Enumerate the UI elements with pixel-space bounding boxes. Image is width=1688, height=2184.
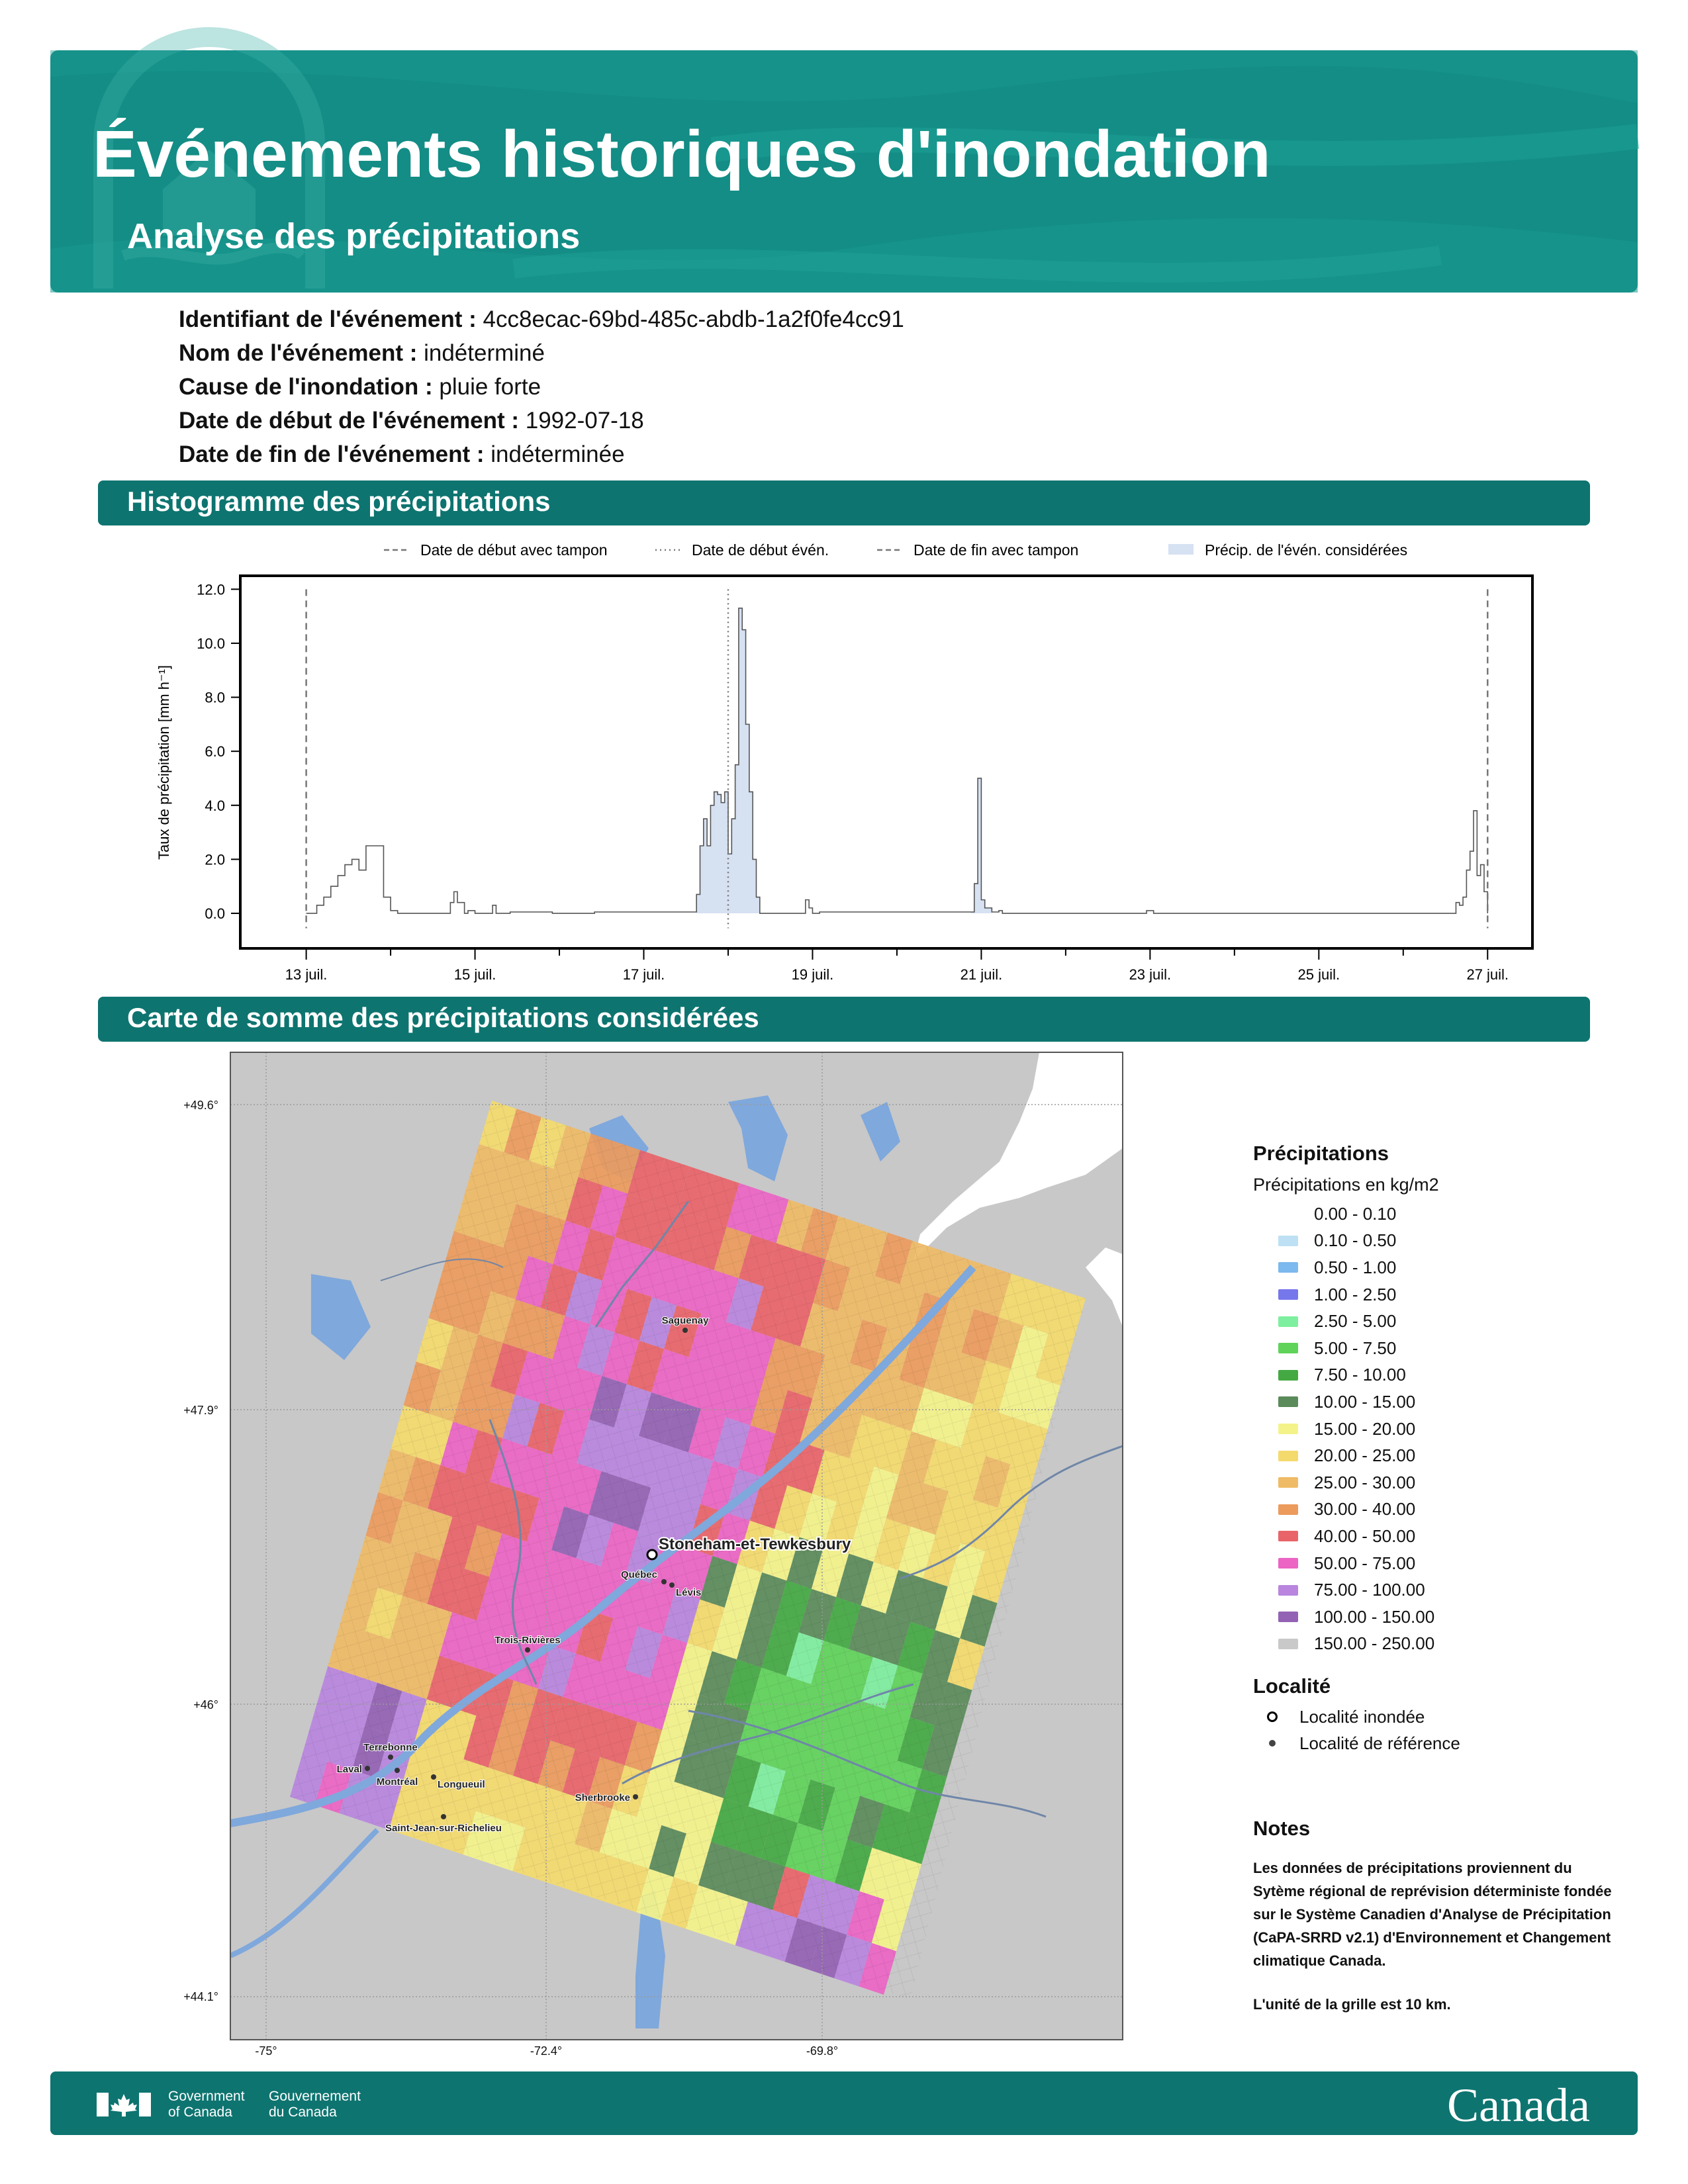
lat-label: +46° <box>193 1698 218 1711</box>
reference-locality-marker <box>388 1754 393 1760</box>
legend-class-label: 150.00 - 250.00 <box>1314 1633 1435 1654</box>
y-tick-label: 6.0 <box>205 743 225 760</box>
reference-locality-marker <box>682 1328 688 1333</box>
legend-swatch <box>1278 1558 1298 1569</box>
page-title: Événements historiques d'inondation <box>93 117 1271 191</box>
x-tick-label: 19 juil. <box>791 966 834 983</box>
x-tick-label: 27 juil. <box>1466 966 1509 983</box>
legend-class <box>1253 1469 1624 1496</box>
government-fr <box>269 2089 361 2120</box>
legend-class-list <box>1253 1201 1624 1657</box>
start-date-label: Date de début de l'événement : <box>179 408 519 433</box>
legend-swatch <box>1278 1343 1298 1353</box>
legend-item-reference <box>1253 1730 1624 1756</box>
legend-class <box>1253 1604 1624 1631</box>
reference-locality-marker <box>525 1647 530 1653</box>
legend-class-label: 75.00 - 100.00 <box>1314 1580 1425 1600</box>
place-label: Terrebonne <box>363 1742 418 1753</box>
lon-label: -69.8° <box>806 2044 839 2058</box>
legend-item-label: Localité de référence <box>1299 1733 1460 1753</box>
chart-legend <box>384 541 1407 559</box>
legend-class <box>1253 1388 1624 1416</box>
reference-locality-marker <box>633 1794 638 1799</box>
legend-class <box>1253 1254 1624 1281</box>
legend-class-label: 30.00 - 40.00 <box>1314 1499 1416 1520</box>
event-name-value: indéterminé <box>424 340 545 366</box>
x-tick-label: 15 juil. <box>453 966 496 983</box>
x-tick-label: 13 juil. <box>285 966 328 983</box>
legend-swatch <box>1278 1477 1298 1488</box>
chart-legend-label: Date de fin avec tampon <box>914 541 1079 559</box>
reference-locality-marker <box>661 1579 667 1584</box>
notes-panel <box>1253 1817 1624 2013</box>
chart-legend-label: Précip. de l'évén. considérées <box>1205 541 1408 559</box>
legend-class <box>1253 1281 1624 1308</box>
map-section-bar <box>98 997 1590 1042</box>
y-tick-label: 12.0 <box>197 581 225 598</box>
event-id-label: Identifiant de l'événement : <box>179 306 477 332</box>
y-tick-label: 2.0 <box>205 851 225 868</box>
legend-class-label: 20.00 - 25.00 <box>1314 1445 1416 1466</box>
legend-class-label: 7.50 - 10.00 <box>1314 1365 1406 1385</box>
flood-cause-label: Cause de l'inondation : <box>179 374 433 400</box>
legend-class-label: 5.00 - 7.50 <box>1314 1338 1397 1358</box>
x-tick-label: 17 juil. <box>622 966 665 983</box>
government-en <box>168 2089 245 2120</box>
legend-swatch <box>1278 1289 1298 1300</box>
legend-swatch <box>1278 1316 1298 1327</box>
legend-class <box>1253 1576 1624 1604</box>
reference-locality-marker <box>365 1766 370 1771</box>
legend-class-label: 10.00 - 15.00 <box>1314 1391 1416 1412</box>
plot-frame <box>240 576 1532 948</box>
government-fr-line1: Gouvernement <box>269 2089 361 2104</box>
lat-label: +49.6° <box>183 1099 218 1112</box>
place-label: Laval <box>336 1764 362 1775</box>
x-tick-label: 25 juil. <box>1297 966 1340 983</box>
header-banner <box>50 50 1638 293</box>
place-label: Saguenay <box>661 1315 709 1326</box>
legend-swatch <box>1278 1396 1298 1407</box>
histogram-section-title: Histogramme des précipitations <box>127 486 551 517</box>
legend-swatch <box>1278 1370 1298 1381</box>
legend-class-label: 100.00 - 150.00 <box>1314 1606 1435 1627</box>
legend-class <box>1253 1416 1624 1443</box>
map-section-title: Carte de somme des précipitations considérées <box>127 1002 759 1033</box>
legend-swatch <box>1278 1424 1298 1434</box>
y-tick-label: 8.0 <box>205 689 225 706</box>
legend-class <box>1253 1201 1624 1228</box>
legend-class-label: 25.00 - 30.00 <box>1314 1472 1416 1492</box>
reference-locality-marker <box>669 1582 675 1588</box>
reference-locality-marker <box>395 1768 400 1773</box>
government-en-line2: of Canada <box>168 2105 232 2120</box>
government-en-line1: Government <box>168 2089 245 2104</box>
legend-swatch <box>1278 1531 1298 1541</box>
legend-swatch <box>1278 1639 1298 1649</box>
legend-class <box>1253 1631 1624 1658</box>
legend-class-label: 50.00 - 75.00 <box>1314 1553 1416 1573</box>
place-label: Lévis <box>676 1587 702 1598</box>
x-tick-label: 23 juil. <box>1129 966 1172 983</box>
legend-swatch <box>1278 1236 1298 1246</box>
flood-cause-row <box>179 374 541 400</box>
end-date-row <box>179 441 625 468</box>
flooded-locality-icon <box>1266 1711 1278 1723</box>
legend-class <box>1253 1442 1624 1469</box>
event-name-row <box>179 340 545 367</box>
legend-class-label: 0.00 - 0.10 <box>1314 1203 1397 1224</box>
legend-class <box>1253 1362 1624 1389</box>
legend-patch <box>1168 544 1194 555</box>
event-name-label: Nom de l'événement : <box>179 340 418 366</box>
end-date-label: Date de fin de l'événement : <box>179 441 485 467</box>
y-tick-label: 4.0 <box>205 797 225 814</box>
lat-label: +47.9° <box>183 1404 218 1417</box>
legend-class-label: 0.50 - 1.00 <box>1314 1257 1397 1277</box>
legend-class <box>1253 1550 1624 1577</box>
canada-wordmark: Canada <box>1447 2079 1590 2132</box>
legend-swatch <box>1278 1612 1298 1622</box>
legend-class <box>1253 1308 1624 1335</box>
start-date-value: 1992-07-18 <box>525 408 644 433</box>
legend-class <box>1253 1335 1624 1362</box>
place-label: Trois-Rivières <box>494 1635 561 1646</box>
legend-class-label: 40.00 - 50.00 <box>1314 1525 1416 1546</box>
legend-swatch <box>1278 1208 1298 1219</box>
precipitation-sum-map <box>183 1049 1125 2058</box>
legend-class <box>1253 1523 1624 1550</box>
y-tick-label: 10.0 <box>197 635 225 652</box>
event-id-row <box>179 306 904 333</box>
legend-class <box>1253 1496 1624 1524</box>
place-label: Montréal <box>376 1776 418 1788</box>
place-label: Stoneham-et-Tewkesbury <box>659 1535 851 1553</box>
chart-legend-label: Date de début évén. <box>692 541 829 559</box>
event-id-value: 4cc8ecac-69bd-485c-abdb-1a2f0fe4cc91 <box>483 306 904 332</box>
x-tick-label: 21 juil. <box>960 966 1003 983</box>
grid-unit-note: L'unité de la grille est 10 km. <box>1253 1996 1451 2013</box>
legend-item-flooded <box>1253 1704 1624 1730</box>
legend-class <box>1253 1228 1624 1255</box>
place-label: Sherbrooke <box>575 1792 630 1803</box>
legend-subtitle: Précipitations en kg/m2 <box>1253 1175 1439 1195</box>
legend-swatch <box>1278 1504 1298 1515</box>
reference-locality-icon <box>1266 1737 1278 1749</box>
reference-locality-marker <box>441 1814 446 1819</box>
legend-title: Précipitations <box>1253 1142 1389 1165</box>
legend-swatch <box>1278 1262 1298 1273</box>
flood-cause-value: pluie forte <box>439 374 541 400</box>
flooded-locality-marker <box>647 1550 657 1559</box>
end-date-value: indéterminée <box>491 441 625 467</box>
histogram-section-bar <box>98 480 1590 525</box>
lat-label: +44.1° <box>183 1990 218 2003</box>
start-date-row <box>179 408 644 434</box>
notes-text: Les données de précipitations proviennent du Sytème régional de reprévision déterministe fondée sur le Système Canadien d'Analyse de Précipitation (CaPA-SRRD v2.1) d'Environnement et Changement climatique Canada. <box>1253 1860 1612 1969</box>
place-label: Longueuil <box>438 1779 485 1790</box>
footer-bar <box>50 2071 1638 2135</box>
legend-class-label: 15.00 - 20.00 <box>1314 1418 1416 1439</box>
legend-item-label: Localité inondée <box>1299 1706 1425 1727</box>
canada-flag-icon <box>97 2091 151 2118</box>
locality-legend-title: Localité <box>1253 1674 1331 1698</box>
legend-swatch <box>1278 1585 1298 1596</box>
legend-swatch <box>1278 1451 1298 1461</box>
lon-label: -72.4° <box>530 2044 563 2058</box>
place-label: Saint-Jean-sur-Richelieu <box>385 1823 502 1834</box>
precipitation-histogram <box>132 529 1556 993</box>
y-tick-label: 0.0 <box>205 905 225 923</box>
place-label: Québec <box>620 1569 657 1580</box>
reference-locality-marker <box>431 1774 436 1780</box>
map-legend <box>1253 1142 1624 1756</box>
lon-label: -75° <box>255 2044 277 2058</box>
legend-class-label: 2.50 - 5.00 <box>1314 1311 1397 1332</box>
chart-legend-label: Date de début avec tampon <box>420 541 608 559</box>
government-fr-line2: du Canada <box>269 2105 337 2120</box>
page-subtitle: Analyse des précipitations <box>127 216 581 256</box>
y-axis-label: Taux de précipitation [mm h⁻¹] <box>156 664 172 860</box>
legend-class-label: 0.10 - 0.50 <box>1314 1230 1397 1251</box>
legend-class-label: 1.00 - 2.50 <box>1314 1284 1397 1304</box>
notes-title: Notes <box>1253 1817 1311 1840</box>
